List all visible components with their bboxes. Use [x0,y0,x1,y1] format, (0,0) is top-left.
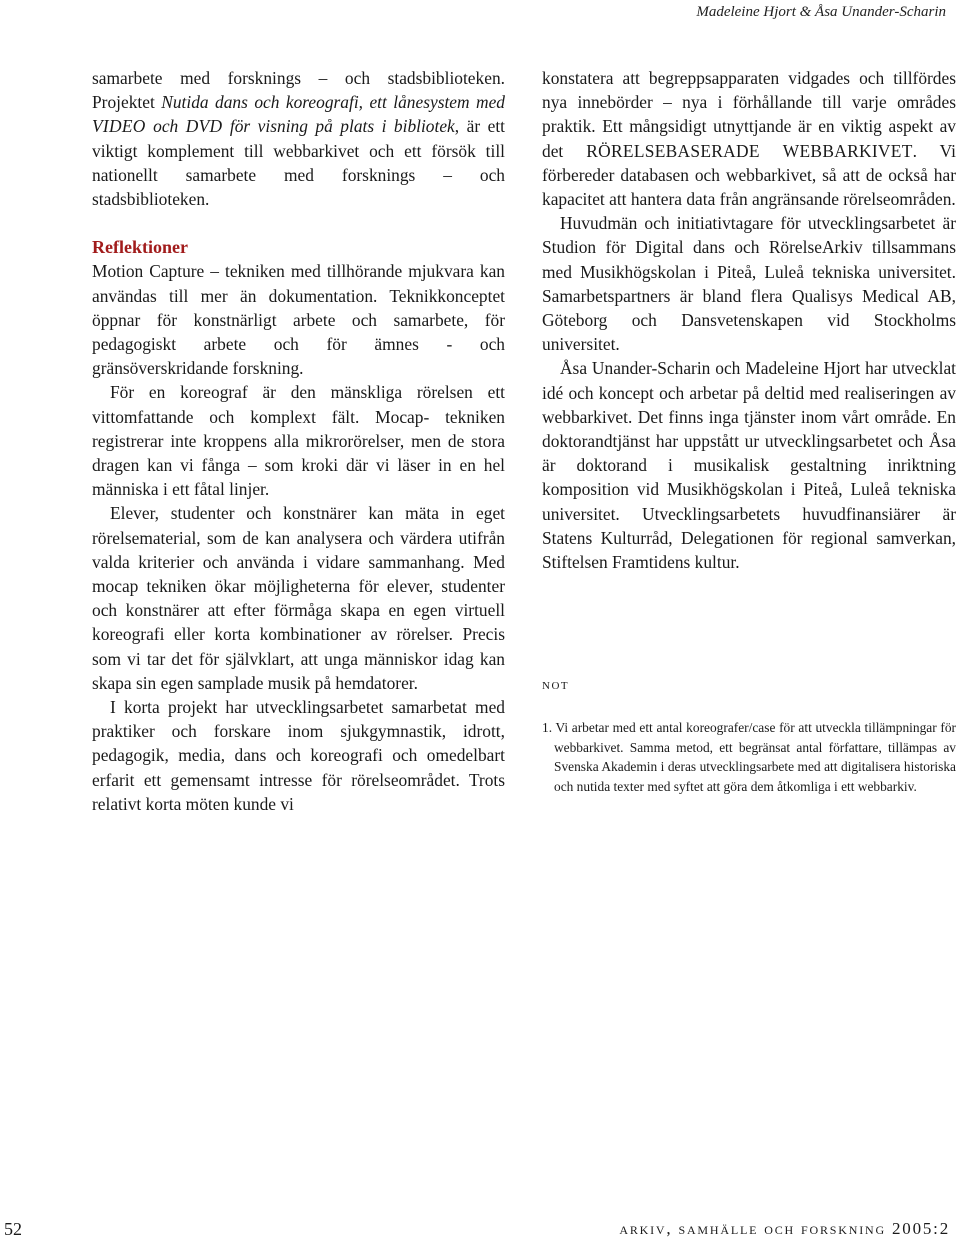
text-run: , är ett viktigt komplement till webbarkivet och ett försök till nationellt samarbete med forsknings – och stadsbiblioteken. [92,116,506,210]
left-paragraph-4: Elever, studenter och konstnärer kan mäta in eget rörelsematerial, som de kan analysera och värdera utifrån valda kriterier och använda i vidare sammanhang. Med mocap tekniken ökar möjligheterna för elever, studenter och konstnärer att efter förmåga skapa en egen virtuell koreografi eller korta kombinationer av rörelser. Precis som vi tar det för självklart, att unga människor idag kan skapa sin egen samplade musik på hemdatorer. [92,503,505,693]
right-paragraph-2: Huvudmän och initiativtagare för utvecklingsarbetet är Studion för Digital dans och RörelseArkiv tillsammans med Musikhögskolan i Piteå, Luleå tekniska universitet. Samarbetspartners är bland flera Qualisys Medical AB, Göteborg och Dansvetenskapen vid Stockholms universitet. [542,213,956,355]
right-paragraph-1 [542,66,956,211]
text-run: . Vi förbereder databasen och webbarkivet, så att de också har kapacitet att hantera data från angränsande rörelseområden. [542,140,956,210]
left-column [92,66,505,816]
section-heading: Reflektioner [92,237,188,258]
left-paragraph-1 [92,66,505,211]
text-run: för visning på plats i bibliotek [222,116,455,137]
journal-title: arkiv, samhälle och forskning 2005:2 [619,1219,950,1238]
footnote-1: 1. Vi arbetar med ett antal koreografer/case för att utveckla tillämpningar för webbarkivet. Samma metod, ett begränsat antal författare, tillämpas av Svenska Akademin i deras utvecklingsarbete med att digitalisera historiska och nutida texter med syftet att göra dem åtkomliga i ett webbarkiv. [542,720,956,794]
text-run: samarbete med forsknings – och stadsbiblioteken. Projektet [92,68,505,113]
text-run: och [145,116,186,137]
page-number: 52 [4,1219,22,1239]
notes-heading: not [542,676,570,693]
right-column [542,66,956,574]
small-caps-term: RÖRELSEBASERADE WEBBARKIVET [586,140,913,161]
left-paragraph-5: I korta projekt har utvecklingsarbetet samarbetat med praktiker och forskare inom sjukgymnastik, idrott, pedagogik, media, dans och koreografi och omedelbart erfarit ett gemensamt intresse för rörelseområdet. Trots relativt korta möten kunde vi [92,697,505,814]
text-run: konstatera att begreppsapparaten vidgades och tillfördes nya innebörder – nya i förhållande till varje områdes praktik. Ett mångsidigt utnyttjande är en viktig aspekt av det [542,68,956,161]
running-head: Madeleine Hjort & Åsa Unander-Scharin [696,4,946,20]
left-paragraph-3: För en koreograf är den mänskliga rörelsen ett vittomfattande och komplext fält. Mocap- tekniken registrerar inte kroppens alla mikrorörelser, men de stora dragen kan vi fånga – som kroki där vi läser in en hel människa i ett fåtal linjer. [92,382,505,500]
small-caps-dvd: DVD [185,116,223,137]
text-run: Nutida dans och koreografi, ett lånesystem med [161,92,505,113]
small-caps-video: VIDEO [92,116,146,137]
left-paragraph-2: Motion Capture – tekniken med tillhörande mjukvara kan användas till mer än dokumentation. Teknikkonceptet öppnar för konstnärligt arbete och samarbete, för pedagogiskt arbete och för ämnes - och gränsöverskridande forskning. [92,261,505,379]
right-paragraph-3: Åsa Unander-Scharin och Madeleine Hjort har utvecklat idé och koncept och arbetar på deltid med realiseringen av webbarkivet. Det finns inga tjänster inom vårt område. En doktorandtjänst har uppstått ur utvecklingsarbetet och Åsa är doktorand i musikalisk gestaltning inriktning komposition vid Musikhögskolan i Piteå, Luleå tekniska universitet. Utvecklingsarbetets huvudfinansiärer är Statens Kulturråd, Delegationen för regional samverkan, Stiftelsen Framtidens kultur. [542,358,956,573]
